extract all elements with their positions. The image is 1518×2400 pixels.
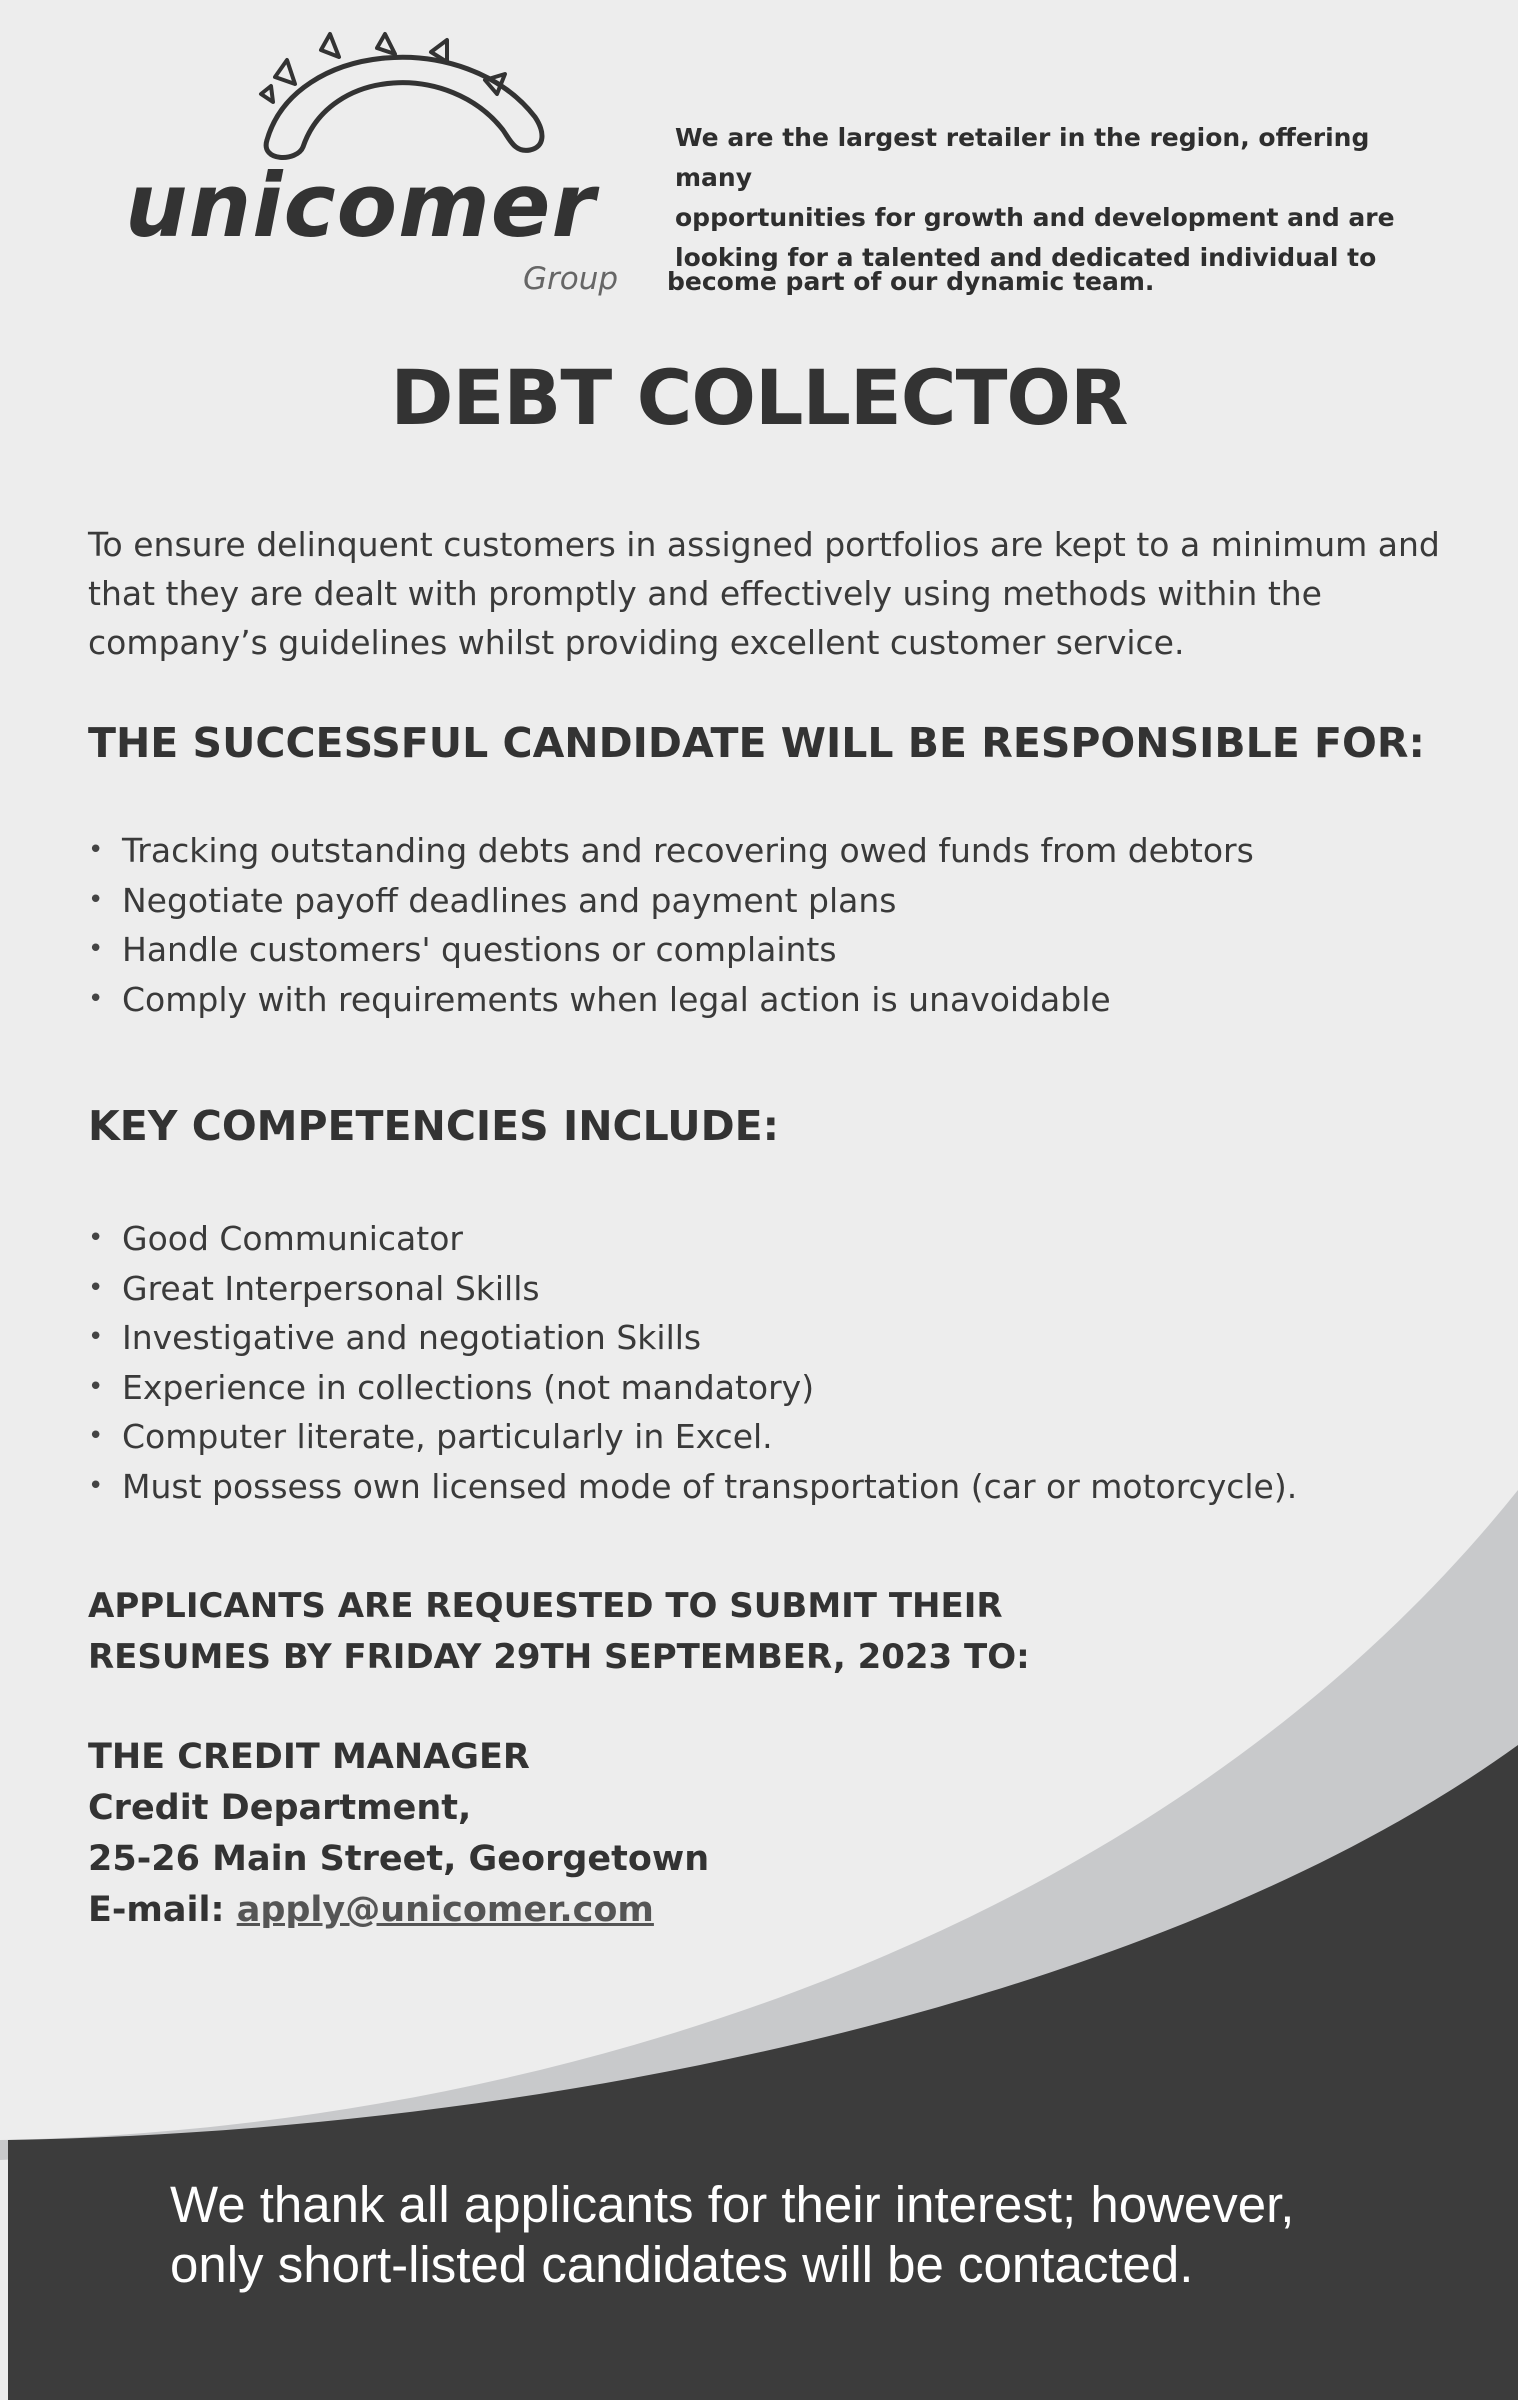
footer-line: We thank all applicants for their interest; however, xyxy=(170,2176,1295,2233)
contact-email-row xyxy=(88,1885,1188,1936)
logo-group-label: Group xyxy=(523,261,619,297)
contact-block xyxy=(88,1732,1188,1936)
list-item: • Tracking outstanding debts and recovering owed funds from debtors xyxy=(88,826,1254,876)
footer-line: only short-listed candidates will be contacted. xyxy=(170,2236,1194,2293)
contact-department: Credit Department, xyxy=(88,1788,472,1828)
intro-line: We are the largest retailer in the region, offering many xyxy=(675,123,1370,192)
competencies-heading: KEY COMPETENCIES INCLUDE: xyxy=(88,1102,780,1150)
list-item: • Computer literate, particularly in Excel. xyxy=(88,1412,1297,1462)
list-item: • Must possess own licensed mode of transportation (car or motorcycle). xyxy=(88,1462,1297,1512)
unicomer-logo xyxy=(125,22,625,312)
company-intro xyxy=(675,118,1425,278)
intro-last-line: become part of our dynamic team. xyxy=(667,267,1155,296)
list-item: • Experience in collections (not mandatory) xyxy=(88,1363,1297,1413)
application-line: APPLICANTS ARE REQUESTED TO SUBMIT THEIR xyxy=(88,1586,1003,1626)
list-item: • Negotiate payoff deadlines and payment plans xyxy=(88,876,1254,926)
job-title: DEBT COLLECTOR xyxy=(390,353,1128,442)
application-line: RESUMES BY FRIDAY 29TH SEPTEMBER, 2023 TO: xyxy=(88,1637,1030,1677)
email-label: E-mail: xyxy=(88,1890,225,1930)
responsibilities-heading: THE SUCCESSFUL CANDIDATE WILL BE RESPONSIBLE FOR: xyxy=(88,719,1425,767)
logo-wordmark: unicomer xyxy=(125,154,596,257)
sun-arc-icon xyxy=(235,22,615,172)
list-item: • Investigative and negotiation Skills xyxy=(88,1313,1297,1363)
responsibilities-list xyxy=(88,826,1254,1024)
application-instructions xyxy=(88,1581,1188,1683)
job-summary: To ensure delinquent customers in assigned portfolios are kept to a minimum and that they are dealt with promptly and effectively using methods within the company’s guidelines whilst providing excellent customer service. xyxy=(88,525,1440,662)
contact-address: 25-26 Main Street, Georgetown xyxy=(88,1839,710,1879)
list-item: • Comply with requirements when legal action is unavoidable xyxy=(88,975,1254,1025)
intro-line: looking for a talented and dedicated individual to xyxy=(675,243,1377,272)
list-item: • Great Interpersonal Skills xyxy=(88,1264,1297,1314)
list-item: • Handle customers' questions or complaints xyxy=(88,925,1254,975)
email-link[interactable]: apply@unicomer.com xyxy=(236,1890,654,1930)
intro-line: opportunities for growth and development and are xyxy=(675,203,1395,232)
contact-recipient: THE CREDIT MANAGER xyxy=(88,1737,530,1777)
list-item: • Good Communicator xyxy=(88,1214,1297,1264)
footer-notice xyxy=(170,2175,1470,2295)
competencies-list xyxy=(88,1214,1297,1511)
